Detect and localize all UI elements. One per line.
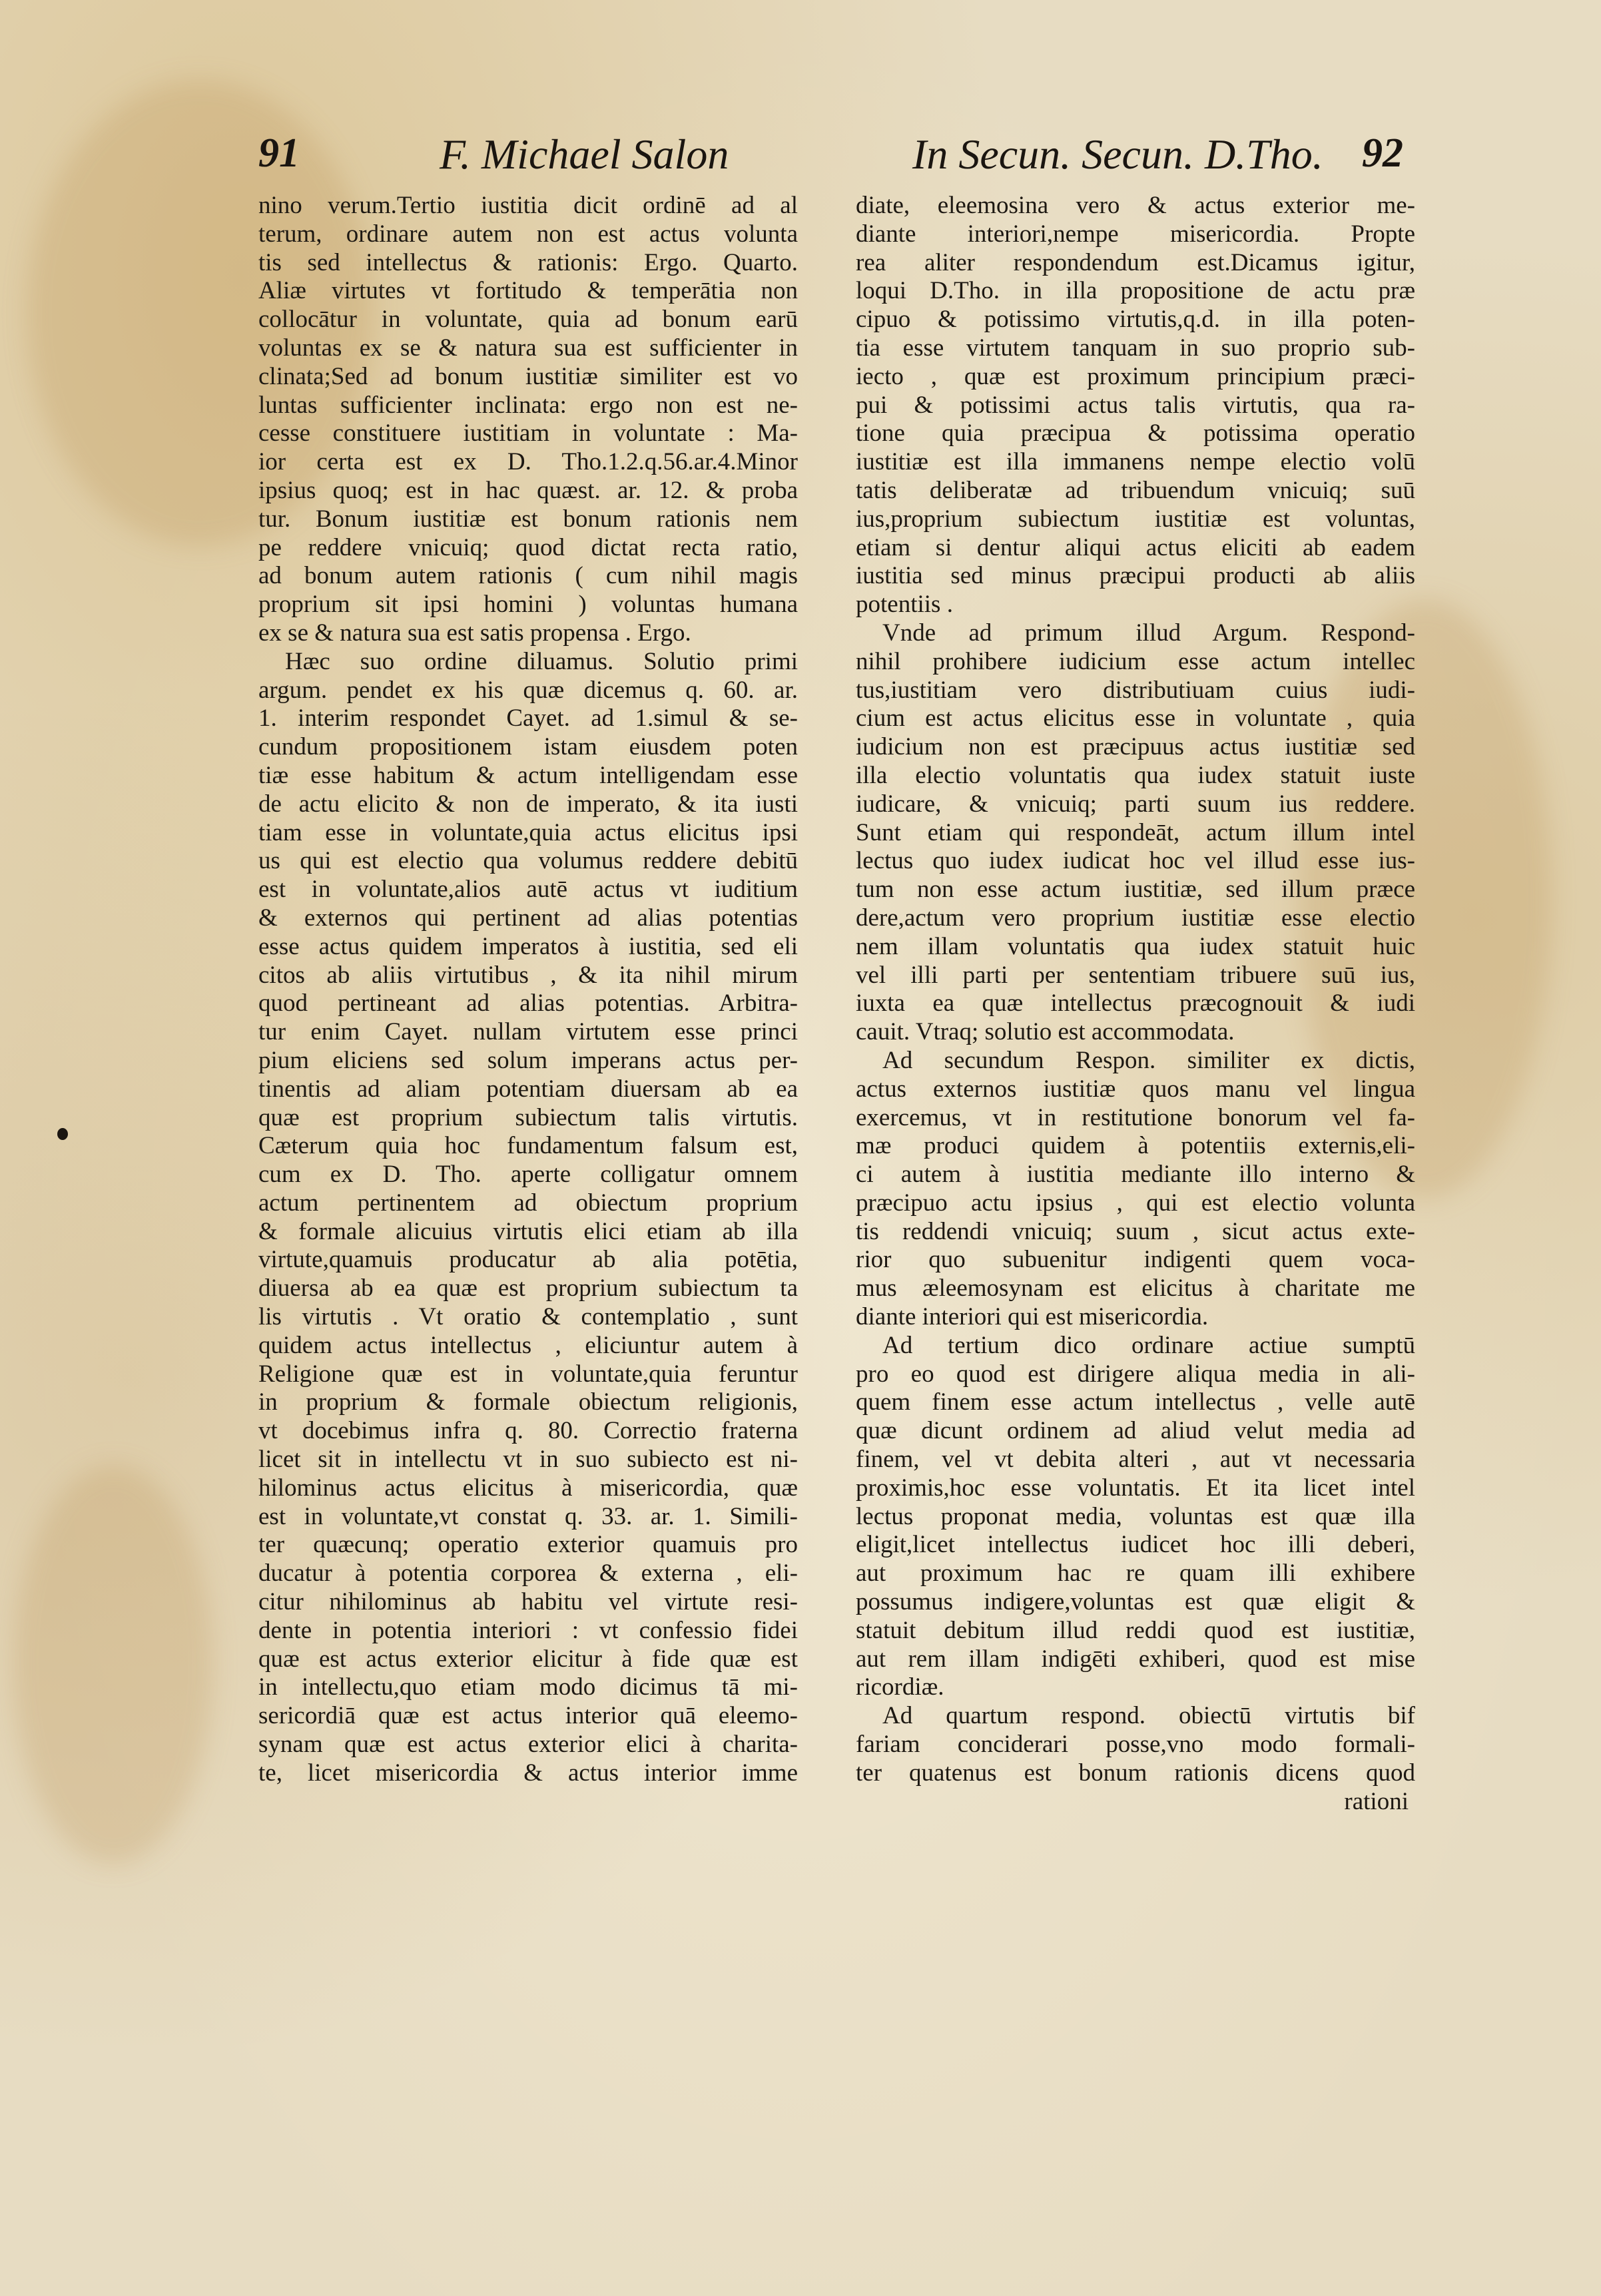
- text-line: finem, vel vt debita alteri , aut vt necessaria: [856, 1446, 1415, 1474]
- text-line: terum, ordinare autem non est actus volunta: [258, 220, 798, 248]
- paragraph-start-line: Ad tertium dico ordinare actiue sumptū: [882, 1331, 1415, 1359]
- text-line: ci autem à iustitia mediante illo interno &: [856, 1161, 1415, 1189]
- text-line: ter quatenus est bonum rationis dicens quod: [856, 1759, 1415, 1787]
- text-line: quem finem esse actum intellectus , velle autē: [856, 1388, 1415, 1416]
- text-line: te, licet misericordia & actus interior imme: [258, 1759, 798, 1787]
- text-line: fariam conciderari posse,vno modo formali-: [856, 1731, 1415, 1759]
- text-line: argum. pendet ex his quæ dicemus q. 60. ar.: [258, 676, 798, 704]
- left-page-number: 91: [258, 131, 300, 176]
- text-line: cauit. Vtraq; solutio est accommodata.: [856, 1018, 1235, 1046]
- text-line: lis virtutis . Vt oratio & contemplatio , sunt: [258, 1303, 798, 1331]
- text-line: diuersa ab ea quæ est proprium subiectum ta: [258, 1275, 798, 1302]
- text-line: Religione quæ est in voluntate,quia feruntur: [258, 1360, 798, 1388]
- text-line: actum pertinentem ad obiectum proprium: [258, 1189, 798, 1217]
- text-line: voluntas ex se & natura sua est sufficienter in: [258, 334, 798, 362]
- text-line: est in voluntate,alios autē actus vt iuditium: [258, 876, 798, 904]
- text-line: ricordiæ.: [856, 1673, 944, 1701]
- text-line: ipsius quoq; est in hac quæst. ar. 12. & proba: [258, 476, 798, 504]
- text-line: pe reddere vnicuiq; quod dictat recta ratio,: [258, 533, 798, 561]
- text-line: præcipuo actu ipsius , qui est electio volunta: [856, 1189, 1415, 1217]
- text-line: statuit debitum illud reddi quod est iustitiæ,: [856, 1616, 1415, 1644]
- right-running-title: In Secun. Secun. D.Tho.: [912, 131, 1323, 178]
- text-line: proximis,hoc esse voluntatis. Et ita licet intel: [856, 1474, 1415, 1502]
- text-line: iustitia sed minus præcipui producti ab aliis: [856, 562, 1415, 590]
- text-line: vt docebimus infra q. 80. Correctio fraterna: [258, 1417, 798, 1445]
- text-line: est in voluntate,vt constat q. 33. ar. 1. Simili-: [258, 1502, 798, 1530]
- text-line: & externos qui pertinent ad alias potentias: [258, 904, 798, 932]
- right-column: [856, 192, 1415, 1816]
- text-line: eligit,licet intellectus iudicet hoc illi deberi,: [856, 1531, 1415, 1559]
- text-line: tiæ esse habitum & actum intelligendam esse: [258, 761, 798, 789]
- text-line: tis reddendi vnicuiq; suum , sicut actus exte-: [856, 1217, 1415, 1245]
- text-line: nihil prohibere iudicium esse actum intellec: [856, 647, 1415, 675]
- text-line: iudicium non est præcipuus actus iustitiæ sed: [856, 733, 1415, 761]
- text-line: lectus quo iudex iudicat hoc vel illud esse ius-: [856, 847, 1415, 875]
- left-column: [258, 192, 798, 1788]
- catchword: rationi: [1344, 1787, 1409, 1815]
- text-line: tur enim Cayet. nullam virtutem esse princi: [258, 1018, 798, 1046]
- text-line: loqui D.Tho. in illa propositione de actu præ: [856, 277, 1415, 305]
- text-line: nino verum.Tertio iustitia dicit ordinē ad al: [258, 192, 798, 219]
- text-line: citos ab aliis virtutibus , & ita nihil mirum: [258, 961, 798, 989]
- text-line: cipuo & potissimo virtutis,q.d. in illa poten-: [856, 306, 1415, 334]
- text-line: tus,iustitiam vero distributiuam cuius iudi-: [856, 676, 1415, 704]
- text-line: licet sit in intellectu vt in suo subiecto est ni-: [258, 1446, 798, 1474]
- text-line: in proprium & formale obiectum religionis,: [258, 1388, 798, 1416]
- text-line: clinata;Sed ad bonum iustitiæ similiter est vo: [258, 362, 798, 390]
- text-line: quæ est actus exterior elicitur à fide quæ est: [258, 1645, 798, 1673]
- text-line: exercemus, vt in restitutione bonorum vel fa-: [856, 1103, 1415, 1131]
- text-line: quidem actus intellectus , eliciuntur autem à: [258, 1331, 798, 1359]
- text-line: proprium sit ipsi homini ) voluntas humana: [258, 591, 798, 619]
- text-line: quæ est proprium subiectum talis virtutis.: [258, 1103, 798, 1131]
- text-line: dere,actum vero proprium iustitiæ esse electio: [856, 904, 1415, 932]
- text-line: ter quæcunq; operatio exterior quamuis pro: [258, 1531, 798, 1559]
- text-line: tatis deliberatæ ad tribuendum vnicuiq; suū: [856, 476, 1415, 504]
- text-line: ducatur à potentia corporea & externa , eli-: [258, 1560, 798, 1587]
- text-line: Cæterum quia hoc fundamentum falsum est,: [258, 1132, 798, 1160]
- text-line: nem illam voluntatis qua iudex statuit huic: [856, 932, 1415, 960]
- text-line: in intellectu,quo etiam modo dicimus tā mi-: [258, 1673, 798, 1701]
- text-line: mus æleemosynam est elicitus à charitate me: [856, 1275, 1415, 1302]
- text-line: diante interiori,nempe misericordia. Propte: [856, 220, 1415, 248]
- text-line: aut rem illam indigēti exhiberi, quod est mise: [856, 1645, 1415, 1673]
- text-line: luntas sufficienter inclinata: ergo non est ne-: [258, 391, 798, 419]
- text-line: pui & potissimi actus talis virtutis, qua ra-: [856, 391, 1415, 419]
- text-line: rior quo subuenitur indigenti quem voca-: [856, 1246, 1415, 1274]
- text-line: etiam si dentur aliqui actus eliciti ab eadem: [856, 533, 1415, 561]
- text-line: actus externos iustitiæ quos manu vel lingua: [856, 1075, 1415, 1103]
- text-line: Sunt etiam qui respondeāt, actum illum intel: [856, 818, 1415, 846]
- text-line: tiam esse in voluntate,quia actus elicitus ipsi: [258, 818, 798, 846]
- paragraph-start-line: Vnde ad primum illud Argum. Respond-: [882, 619, 1415, 647]
- text-line: hilominus actus elicitus à misericordia, quæ: [258, 1474, 798, 1502]
- text-line: diante interiori qui est misericordia.: [856, 1303, 1209, 1331]
- text-line: Aliæ virtutes vt fortitudo & temperātia non: [258, 277, 798, 305]
- text-line: citur nihilominus ab habitu vel virtute resi-: [258, 1588, 798, 1616]
- right-page-number: 92: [1362, 131, 1403, 176]
- text-line: iecto , quæ est proximum principium præci-: [856, 362, 1415, 390]
- text-line: iustitiæ est illa immanens nempe electio volū: [856, 448, 1415, 476]
- text-line: tinentis ad aliam potentiam diuersam ab ea: [258, 1075, 798, 1103]
- text-line: cundum propositionem istam eiusdem poten: [258, 733, 798, 761]
- text-line: dente in potentia interiori : vt confessio fidei: [258, 1616, 798, 1644]
- text-line: collocātur in voluntate, quia ad bonum earū: [258, 306, 798, 334]
- text-line: iudicare, & vnicuiq; parti suum ius reddere.: [856, 790, 1415, 818]
- text-line: quod pertineant ad alias potentias. Arbitra-: [258, 990, 798, 1017]
- text-line: ius,proprium subiectum iustitiæ est voluntas,: [856, 505, 1415, 533]
- text-line: tione quia præcipua & potissima operatio: [856, 420, 1415, 447]
- paragraph-start-line: Ad quartum respond. obiectū virtutis bif: [882, 1702, 1415, 1730]
- text-line: aut proximum hac re quam illi exhibere: [856, 1560, 1415, 1587]
- text-line: virtute,quamuis producatur ab alia potētia,: [258, 1246, 798, 1274]
- text-line: tis sed intellectus & rationis: Ergo. Quarto.: [258, 248, 798, 276]
- text-line: pium eliciens sed solum imperans actus per-: [258, 1046, 798, 1074]
- text-line: us qui est electio qua volumus reddere debitū: [258, 847, 798, 875]
- text-line: cesse constituere iustitiam in voluntate : Ma-: [258, 420, 798, 447]
- text-line: pro eo quod est dirigere aliqua media in ali-: [856, 1360, 1415, 1388]
- text-line: esse actus quidem imperatos à iustitia, sed eli: [258, 932, 798, 960]
- text-line: ior certa est ex D. Tho.1.2.q.56.ar.4.Minor: [258, 448, 798, 476]
- text-line: tum non esse actum iustitiæ, sed illum præce: [856, 876, 1415, 904]
- text-line: cium est actus elicitus esse in voluntate , quia: [856, 705, 1415, 732]
- text-line: illa electio voluntatis qua iudex statuit iuste: [856, 761, 1415, 789]
- paragraph-start-line: Hæc suo ordine diluamus. Solutio primi: [285, 647, 798, 675]
- text-line: quæ dicunt ordinem ad aliud velut media ad: [856, 1417, 1415, 1445]
- text-line: synam quæ est actus exterior elici à charita-: [258, 1731, 798, 1759]
- text-line: 1. interim respondet Cayet. ad 1.simul & se-: [258, 705, 798, 732]
- text-line: cum ex D. Tho. aperte colligatur omnem: [258, 1161, 798, 1189]
- text-line: & formale alicuius virtutis elici etiam ab illa: [258, 1217, 798, 1245]
- paragraph-start-line: Ad secundum Respon. similiter ex dictis,: [882, 1046, 1415, 1074]
- left-running-title: F. Michael Salon: [440, 131, 729, 178]
- text-line: tia esse virtutem tanquam in suo proprio sub-: [856, 334, 1415, 362]
- text-line: lectus proponat media, voluntas est quæ illa: [856, 1502, 1415, 1530]
- text-line: iuxta ea quæ intellectus præcognouit & iudi: [856, 990, 1415, 1017]
- text-line: vel illi parti per sententiam tribuere suū ius,: [856, 961, 1415, 989]
- text-line: mæ produci quidem à potentiis externis,eli-: [856, 1132, 1415, 1160]
- text-line: tur. Bonum iustitiæ est bonum rationis nem: [258, 505, 798, 533]
- text-line: potentiis .: [856, 591, 953, 619]
- text-line: possumus indigere,voluntas est quæ eligit &: [856, 1588, 1415, 1616]
- ink-blot: [57, 1128, 68, 1140]
- text-line: ad bonum autem rationis ( cum nihil magis: [258, 562, 798, 590]
- text-line: de actu elicito & non de imperato, & ita iusti: [258, 790, 798, 818]
- text-line: sericordiā quæ est actus interior quā eleemo-: [258, 1702, 798, 1730]
- text-line: rea aliter respondendum est.Dicamus igitur,: [856, 248, 1415, 276]
- text-line: diate, eleemosina vero & actus exterior me-: [856, 192, 1415, 219]
- text-line: ex se & natura sua est satis propensa . Ergo.: [258, 619, 691, 647]
